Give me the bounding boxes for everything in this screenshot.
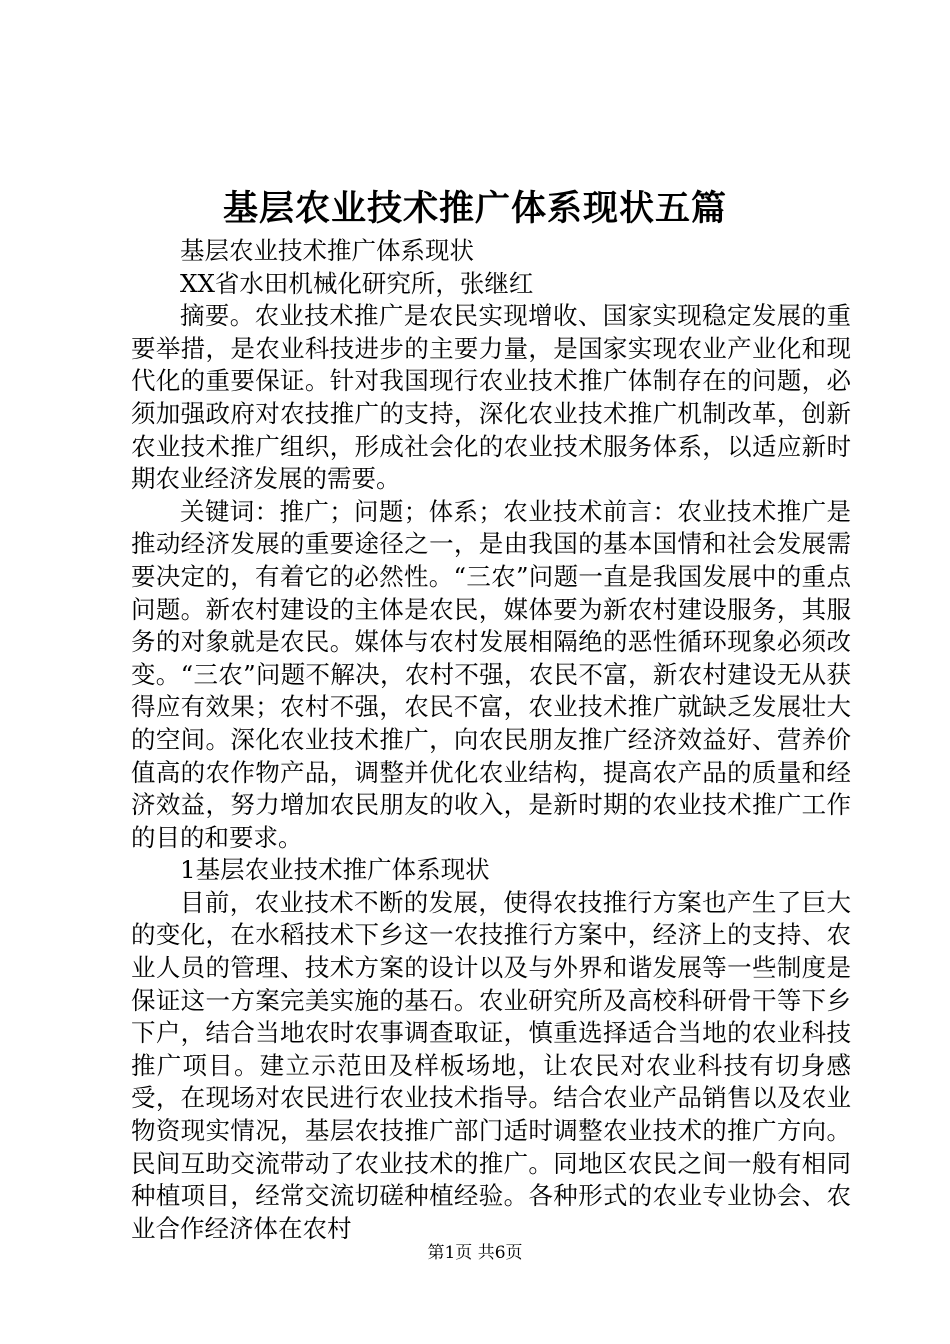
section-heading-1: 1基层农业技术推广体系现状	[180, 855, 490, 885]
section-heading: 基层农业技术推广体系现状	[180, 236, 474, 265]
abstract-paragraph: 摘要。农业技术推广是农民实现增收、国家实现稳定发展的重要举措，是农业科技进步的主要力量，是国家实现农业产业化和现代化的重要保证。针对我国现行农业技术推广体制存在的问题，必须加强政府对农技推广的支持，深化农业技术推广机制改革，创新农业技术推广组织，形成社会化的农业技术服务体系，以适应新时期农业经济发展的需要。	[131, 301, 851, 494]
page-footer: 第1页 共6页	[427, 1243, 523, 1263]
keywords-paragraph: 关键词：推广；问题；体系；农业技术前言：农业技术推广是推动经济发展的重要途径之一，是由我国的基本国情和社会发展需要决定的，有着它的必然性。“三农”问题一直是我国发展中的重点问题。新农村建设的主体是农民，媒体要为新农村建设服务，其服务的对象就是农民。媒体与农村发展相隔绝的恶性循环现象必须改变。“三农”问题不解决，农村不强，农民不富，新农村建设无从获得应有效果；农村不强，农民不富，农业技术推广就缺乏发展壮大的空间。深化农业技术推广，向农民朋友推广经济效益好、营养价值高的农作物产品，调整并优化农业结构，提高农产品的质量和经济效益，努力增加农民朋友的收入，是新时期的农业技术推广工作的目的和要求。	[131, 496, 851, 852]
document-title: 基层农业技术推广体系现状五篇	[222, 188, 727, 229]
document-body	[131, 235, 851, 1245]
body-paragraph: 目前，农业技术不断的发展，使得农技推行方案也产生了巨大的变化，在水稻技术下乡这一农技推行方案中，经济上的支持、农业人员的管理、技术方案的设计以及与外界和谐发展等一些制度是保证这一方案完美实施的基石。农业研究所及高校科研骨干等下乡下户，结合当地农时农事调查取证，慎重选择适合当地的农业科技推广项目。建立示范田及样板场地，让农民对农业科技有切身感受，在现场对农民进行农业技术指导。结合农业产品销售以及农业物资现实情况，基层农技推广部门适时调整农业技术的推广方向。民间互助交流带动了农业技术的推广。同地区农民之间一般有相同种植项目，经常交流切磋种植经验。各种形式的农业专业协会、农业合作经济体在农村	[131, 887, 851, 1243]
author-line: XX省水田机械化研究所，张继红	[180, 268, 534, 298]
